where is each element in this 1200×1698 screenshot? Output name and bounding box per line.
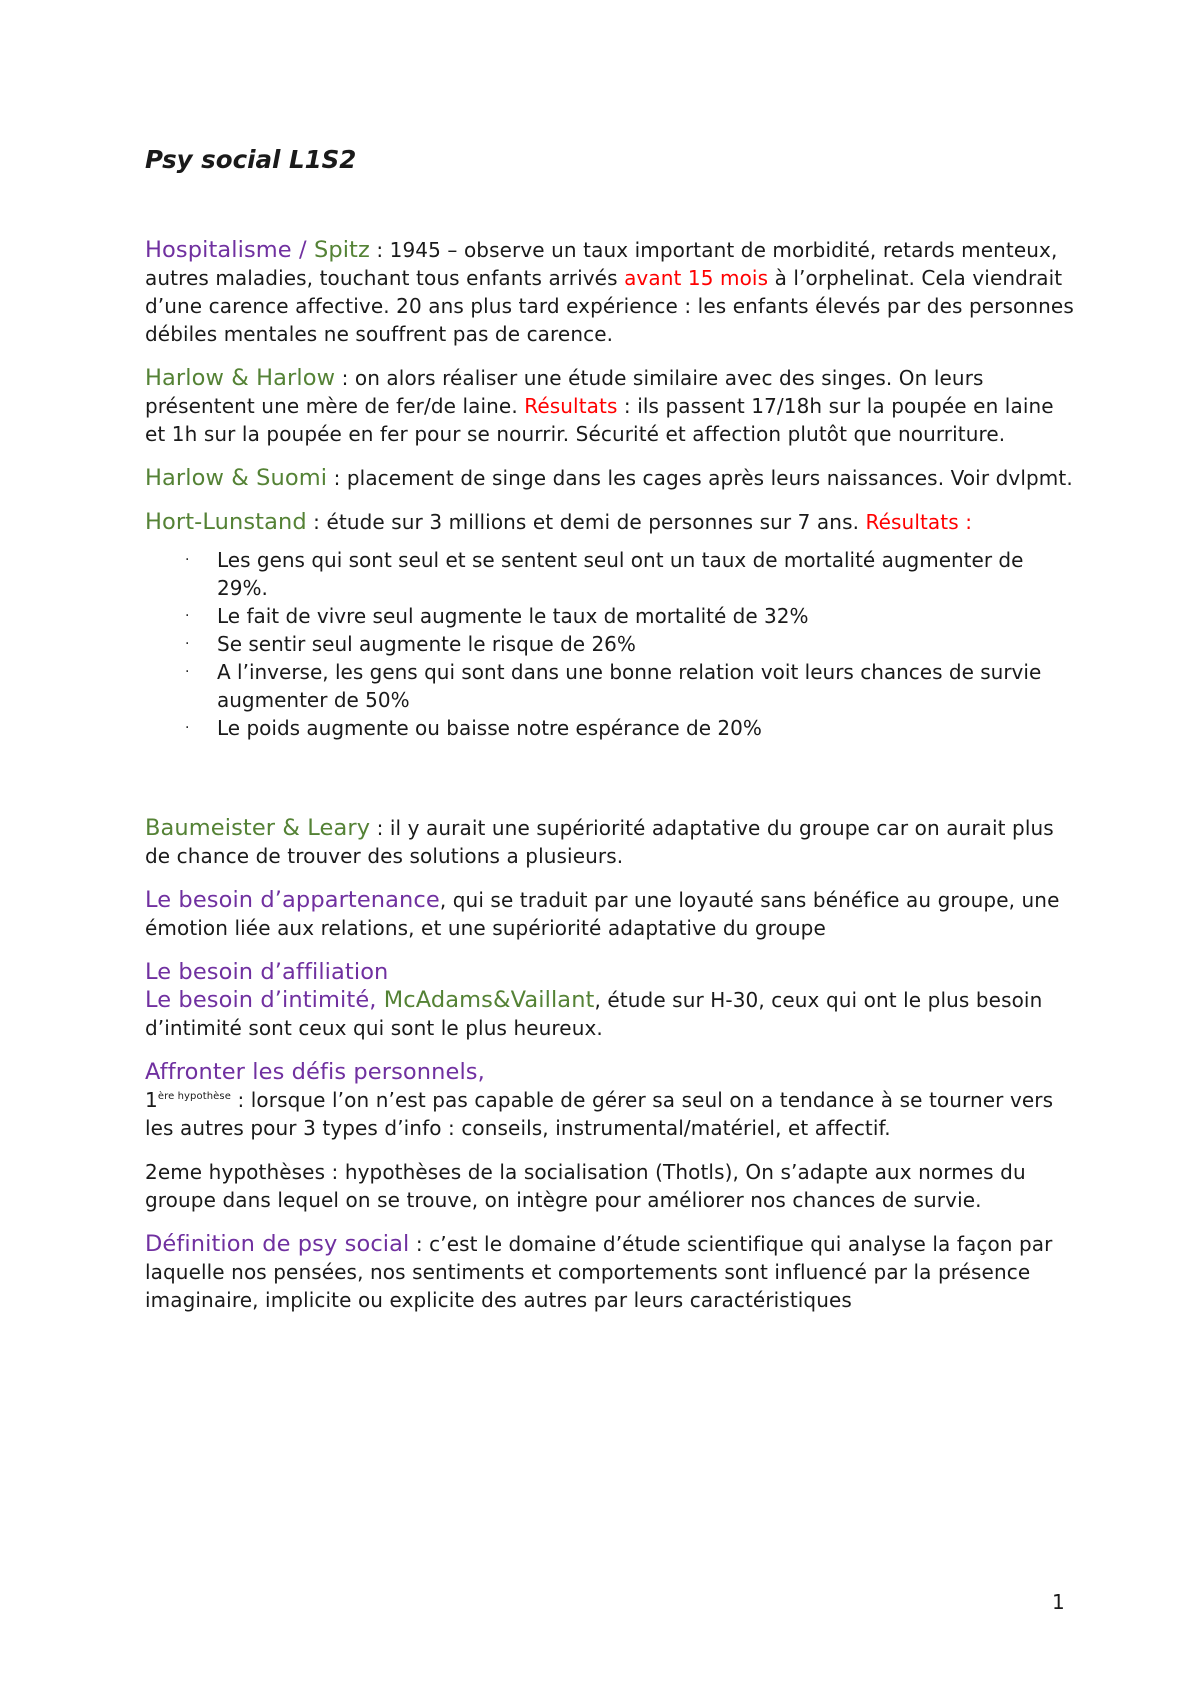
highlight-resultats: Résultats [524, 394, 618, 418]
paragraph-text: : 1945 – observe un taux important de morbidité, retards menteux, autres maladies, touchant tous enfants arrivés [145, 238, 1058, 290]
paragraph-text: 2eme hypothèses : hypothèses de la socialisation (Thotls), On s’adapte aux normes du groupe dans lequel on se trouve, on intègre pour améliorer nos chances de survie. [145, 1160, 1026, 1212]
paragraph-text: : il y aurait une supériorité adaptative du groupe car on aurait plus de chance de trouver des solutions a plusieurs. [145, 816, 1054, 868]
paragraph-baumeister [145, 814, 1075, 870]
list-item [145, 630, 1075, 658]
bullet-icon: · [185, 720, 190, 736]
bullet-icon: · [185, 636, 190, 652]
list-item-text: Les gens qui sont seul et se sentent seul ont un taux de mortalité augmenter de 29%. [217, 548, 1024, 600]
paragraph-suomi [145, 464, 1075, 492]
paragraph-text: : étude sur 3 millions et demi de personnes sur 7 ans. [306, 510, 866, 534]
paragraph-text: à l’orphelinat. Cela viendrait d’une carence affective. 20 ans plus tard expérience : les enfants élevés par des personnes débiles mentales ne souffrent pas de carence. [145, 266, 1074, 346]
list-item [145, 602, 1075, 630]
term-hort-lunstand: Hort-Lunstand [145, 509, 307, 535]
paragraph-hypothese-2 [145, 1158, 1075, 1214]
term-harlow-suomi: Harlow & Suomi [145, 465, 328, 491]
list-item-text: A l’inverse, les gens qui sont dans une bonne relation voit leurs chances de survie augmenter de 50% [217, 660, 1042, 712]
term-slash: / [291, 237, 314, 263]
highlight-text: avant 15 mois [624, 266, 769, 290]
term-spitz: Spitz [313, 237, 370, 263]
paragraph-defis [145, 1058, 1075, 1142]
document-title: Psy social L1S2 [145, 145, 357, 174]
paragraph-text: : c’est le domaine d’étude scientifique qui analyse la façon par laquelle nos pensées, nos sentiments et comportements sont influencé par la présence imaginaire, implicite ou explicite des autres par leurs caractéristiques [145, 1232, 1053, 1312]
term-appartenance: Le besoin d’appartenance [145, 887, 440, 913]
paragraph-harlow [145, 364, 1075, 448]
paragraph-text: : on alors réaliser une étude similaire avec des singes. On leurs présentent une mère de fer/de laine. [145, 366, 984, 418]
term-baumeister-leary: Baumeister & Leary [145, 815, 371, 841]
paragraph-appartenance [145, 886, 1075, 942]
results-list [145, 546, 1075, 742]
highlight-colon: : [958, 510, 973, 534]
term-intimite: Le besoin d’intimité, [145, 987, 377, 1013]
list-item [145, 546, 1075, 602]
paragraph-text: : placement de singe dans les cages après leurs naissances. Voir dvlpmt. [327, 466, 1073, 490]
term-harlow: Harlow & Harlow [145, 365, 336, 391]
list-item-text: Le fait de vivre seul augmente le taux de mortalité de 32% [217, 604, 809, 628]
bullet-icon: · [185, 608, 190, 624]
paragraph-text: , qui se traduit par une loyauté sans bénéfice au groupe, une émotion liée aux relations, et une supériorité adaptative du groupe [145, 888, 1060, 940]
paragraph-hospitalisme [145, 236, 1075, 348]
hypothesis-number: 1 [145, 1088, 158, 1112]
heading-defis: Affronter les défis personnels, [145, 1059, 485, 1085]
term-mcadams-vaillant: McAdams&Vaillant [376, 987, 595, 1013]
bullet-icon: · [185, 664, 190, 680]
hypothesis-superscript: ère hypothèse [157, 1091, 231, 1102]
list-item [145, 658, 1075, 714]
document-body [145, 140, 1075, 1314]
highlight-resultats: Résultats [865, 510, 959, 534]
paragraph-affiliation [145, 958, 1075, 1042]
bullet-icon: · [185, 552, 190, 568]
list-item [145, 714, 1075, 742]
paragraph-text: , étude sur H-30, ceux qui ont le plus besoin d’intimité sont ceux qui sont le plus heureux. [145, 988, 1043, 1040]
list-item-text: Se sentir seul augmente le risque de 26% [217, 632, 636, 656]
paragraph-hort-lunstand [145, 508, 1075, 536]
page-number: 1 [1052, 1590, 1065, 1614]
term-definition: Définition de psy social [145, 1231, 410, 1257]
paragraph-definition [145, 1230, 1075, 1314]
paragraph-text: : ils passent 17/18h sur la poupée en laine et 1h sur la poupée en fer pour se nourrir. Sécurité et affection plutôt que nourriture. [145, 394, 1054, 446]
list-item-text: Le poids augmente ou baisse notre espérance de 20% [217, 716, 762, 740]
heading-affiliation: Le besoin d’affiliation [145, 959, 389, 985]
paragraph-text: : lorsque l’on n’est pas capable de gérer sa seul on a tendance à se tourner vers les autres pour 3 types d’info : conseils, instrumental/matériel, et affectif. [145, 1088, 1054, 1140]
term-hospitalisme: Hospitalisme [145, 237, 292, 263]
